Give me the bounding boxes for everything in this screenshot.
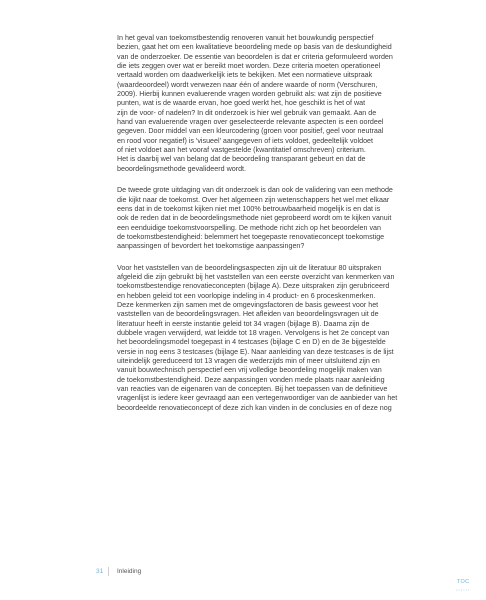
toc-dots-icon: •••••• — [456, 587, 471, 592]
text-line: hand van evaluerende vragen over geselecteerde relevante aspecten is een oordeel — [117, 118, 384, 127]
text-line: vertaald worden om daadwerkelijk iets te bekijken. Met een normatieve uitspraak — [117, 71, 373, 80]
text-line: eens dat in de toekomst kijken niet met 100% betrouwbaarheid mogelijk is en dat is — [117, 204, 381, 213]
text-line: de toekomstbestendigheid: belemmert het toegepaste renovatieconcept toekomstige — [117, 232, 385, 241]
text-line: een eenduidige toekomstvoorspelling. De methode richt zich op het beoordelen van — [117, 223, 381, 232]
text-line: van de onderzoeker. De essentie van beoordelen is dat er criteria geformuleerd worden — [117, 52, 393, 61]
text-line: aanpassingen of bevordert het toekomstige aanpassingen? — [117, 242, 305, 251]
text-line: afgeleid die zijn gebruikt bij het vaststellen van een eerste overzicht van kenmerken van — [117, 272, 395, 281]
page-number: 31 — [96, 568, 104, 575]
text-line: literatuur heeft in eerste instantie geleid tot 34 vragen (bijlage B). Daarna zijn de — [117, 319, 370, 328]
text-line: vaststellen van de beoordelingsvragen. Het afleiden van beoordelingsvragen uit de — [117, 310, 379, 319]
text-line: beoordelingsmethode gevalideerd wordt. — [117, 164, 247, 173]
text-line: van reacties van de eigenaren van de concepten. Bij het toepassen van de definitieve — [117, 385, 388, 394]
text-line: Deze kenmerken zijn samen met de omgevingsfactoren de basis geweest voor het — [117, 300, 379, 309]
footer-divider — [108, 567, 109, 576]
text-line: punten, wat is de waarde ervan, hoe goed werkt het, hoe geschikt is het of wat — [117, 99, 366, 108]
paragraph-2 — [117, 186, 457, 251]
text-line: en rood voor negatief) is 'visueel' aangegeven of iets voldoet, gedeeltelijk voldoet — [117, 136, 373, 145]
section-title: Inleiding — [117, 568, 142, 575]
text-line: gegeven. Door middel van een kleurcodering (groen voor positief, geel voor neutraal — [117, 127, 384, 136]
text-line: of niet voldoet aan het vooraf vastgestelde (kwantitatief omschreven) criterium. — [117, 146, 366, 155]
text-line: De tweede grote uitdaging van dit onderzoek is dan ook de validering van een methode — [117, 186, 393, 195]
body-text — [117, 34, 457, 425]
text-line: toekomstbestendige renovatieconcepten (bijlage A). Deze uitspraken zijn gerubriceerd — [117, 282, 390, 291]
text-line: bezien, gaat het om een kwalitatieve beoordeling mede op basis van de deskundigheid — [117, 43, 392, 52]
text-line: het beoordelingsmodel toegepast in 4 testcases (bijlage C en D) en de 3e bijgestelde — [117, 338, 386, 347]
text-line: Voor het vaststellen van de beoordelingsaspecten zijn uit de literatuur 80 uitspraken — [117, 263, 382, 272]
text-line: dubbele vragen verwijderd, wat leidde tot 18 vragen. Vervolgens is het 2e concept van — [117, 328, 390, 337]
text-line: 2009). Hierbij kunnen evaluerende vragen worden gebruikt als: wat zijn de positieve — [117, 90, 382, 99]
text-line: (waardeoordeel) wordt verwezen naar één of andere waarde of norm (Verschuren, — [117, 80, 378, 89]
text-line: beoordeelde renovatieconcept of deze zich kan vinden in de conclusies en of deze nog — [117, 403, 392, 412]
text-line: versie in nog eens 3 testcases (bijlage E). Naar aanleiding van deze testcases is de lijst — [117, 347, 394, 356]
text-line: die iets zeggen over wat er bereikt moet worden. Deze criteria moeten operationeel — [117, 62, 381, 71]
text-line: zijn de voor- of nadelen? In dit onderzoek is hier wel gebruik van gemaakt. Aan de — [117, 108, 377, 117]
text-line: de toekomstbestendigheid. Deze aanpassingen vonden mede plaats naar aanleiding — [117, 375, 385, 384]
text-line: uiteindelijk gereduceerd tot 13 vragen die wederzijds min of meer uitsluitend zijn en — [117, 357, 380, 365]
text-line: ook de reden dat in de beoordelingsmethode niet geprobeerd wordt om te kijken vanuit — [117, 214, 392, 223]
paragraph-3 — [117, 264, 457, 414]
text-line: Het is daarbij wel van belang dat de beoordeling transparant gebeurt en dat de — [117, 155, 366, 164]
text-line: In het geval van toekomstbestendig renoveren vanuit het bouwkundig perspectief — [117, 34, 374, 42]
text-line: en hebben geleid tot een voorlopige indeling in 4 product- en 6 proceskenmerken. — [117, 291, 376, 300]
text-line: vragenlijst is iedere keer gevraagd aan een vertegenwoordiger van de aanbieder van het — [117, 394, 398, 403]
toc-link[interactable]: TOC — [457, 579, 470, 585]
text-line: die kijkt naar de toekomst. Over het algemeen zijn wetenschappers het wel met elkaar — [117, 195, 390, 204]
text-line: vanuit bouwtechnisch perspectief een vrij volledige beoordeling mogelijk maken van — [117, 366, 382, 375]
paragraph-1 — [117, 34, 457, 174]
